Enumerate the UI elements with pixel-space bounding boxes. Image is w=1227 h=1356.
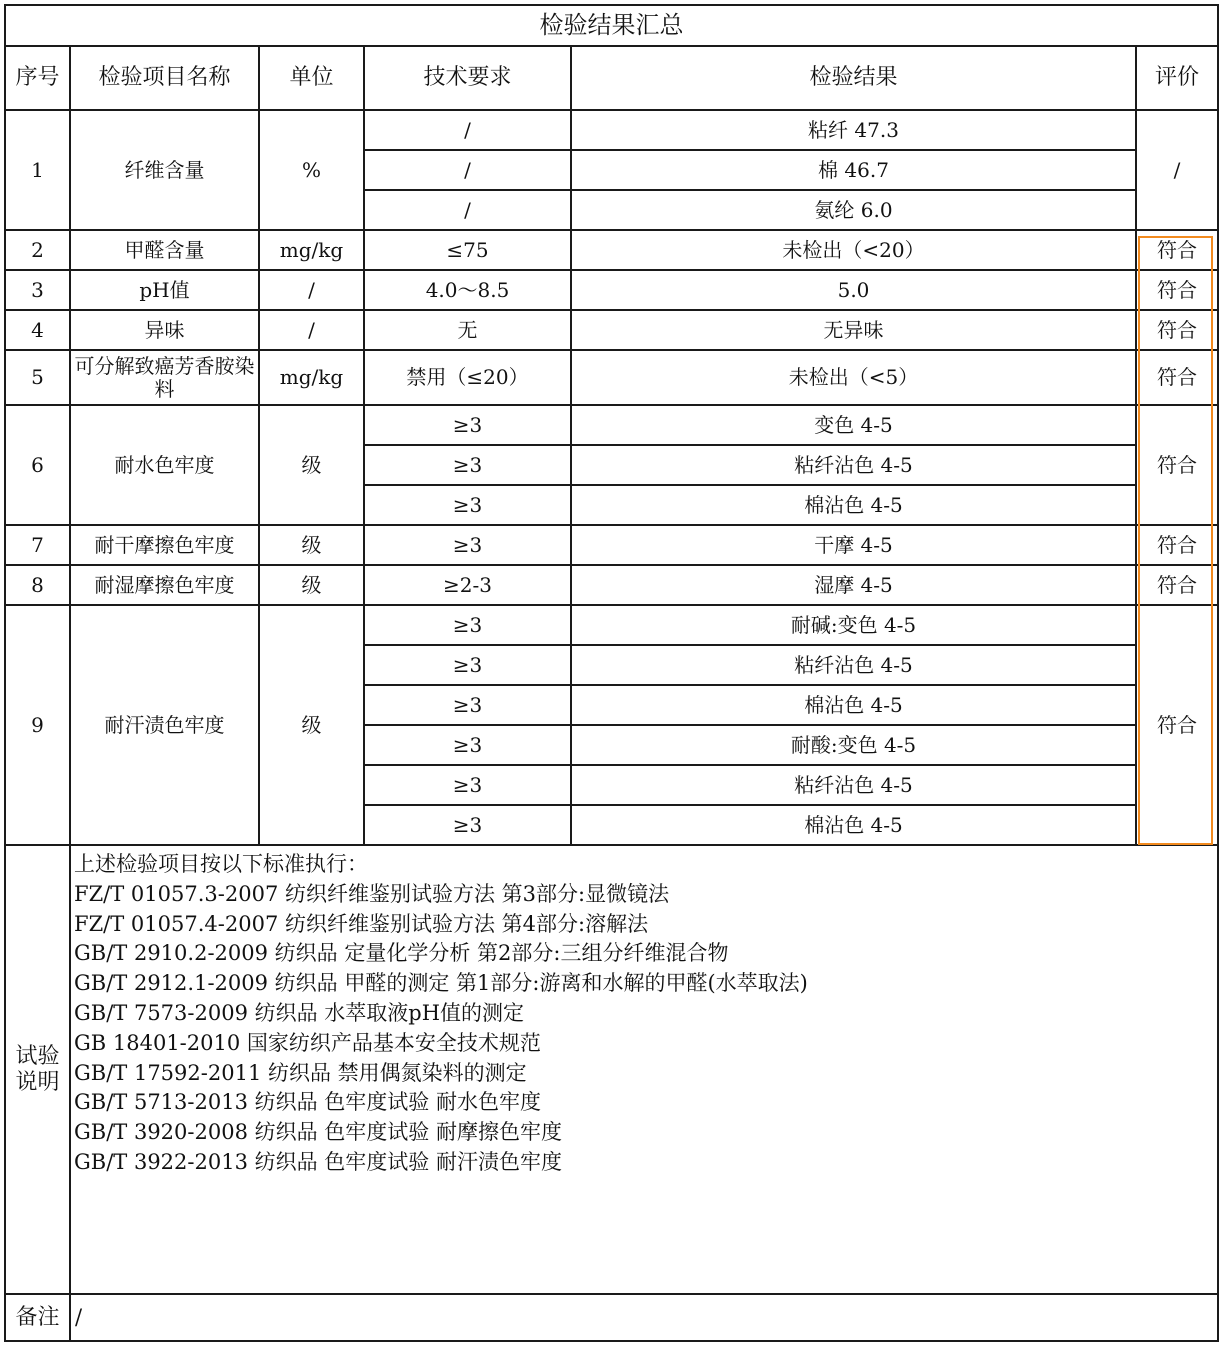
inspection-results-table [4, 4, 1219, 1342]
row-result: 湿摩 4-5 [571, 565, 1136, 605]
row-requirement: ≥3 [364, 445, 571, 485]
standard-line: GB/T 3920-2008 纺织品 色牢度试验 耐摩擦色牢度 [74, 1120, 562, 1145]
table-row [5, 110, 1218, 150]
row-result: 5.0 [571, 270, 1136, 310]
table-row [5, 525, 1218, 565]
row-result: 粘纤沾色 4-5 [571, 645, 1136, 685]
row-requirement: 禁用（≤20） [364, 350, 571, 405]
standard-line: GB/T 7573-2009 纺织品 水萃取液pH值的测定 [74, 1000, 525, 1025]
row-item: 耐水色牢度 [70, 405, 259, 525]
row-item: 耐汗渍色牢度 [70, 605, 259, 845]
row-requirement: / [364, 150, 571, 190]
test-notes-row [5, 845, 1218, 1294]
remarks-value: / [70, 1294, 1218, 1341]
row-item: 耐湿摩擦色牢度 [70, 565, 259, 605]
row-unit: mg/kg [259, 230, 364, 270]
row-requirement: ≤75 [364, 230, 571, 270]
row-no: 4 [5, 310, 70, 350]
row-unit: 级 [259, 405, 364, 525]
row-result: 干摩 4-5 [571, 525, 1136, 565]
row-no: 2 [5, 230, 70, 270]
row-item: 纤维含量 [70, 110, 259, 230]
row-result: 粘纤沾色 4-5 [571, 445, 1136, 485]
row-evaluation: 符合 [1136, 350, 1218, 405]
standard-line: GB 18401-2010 国家纺织产品基本安全技术规范 [74, 1030, 541, 1055]
row-evaluation: 符合 [1136, 230, 1218, 270]
test-notes-label [5, 845, 70, 1294]
row-unit: % [259, 110, 364, 230]
row-result: 棉沾色 4-5 [571, 685, 1136, 725]
row-evaluation: 符合 [1136, 310, 1218, 350]
row-requirement: ≥3 [364, 525, 571, 565]
row-no: 6 [5, 405, 70, 525]
row-unit: 级 [259, 605, 364, 845]
row-requirement: / [364, 190, 571, 230]
standard-line: GB/T 3922-2013 纺织品 色牢度试验 耐汗渍色牢度 [74, 1149, 562, 1174]
row-requirement: ≥3 [364, 485, 571, 525]
standard-line: 上述检验项目按以下标准执行： [74, 852, 368, 876]
row-item: 耐干摩擦色牢度 [70, 525, 259, 565]
row-result: 未检出（<5） [571, 350, 1136, 405]
header-requirement: 技术要求 [364, 46, 571, 110]
row-requirement: ≥3 [364, 805, 571, 845]
row-requirement: ≥3 [364, 725, 571, 765]
test-notes-content [70, 845, 1218, 1294]
row-requirement: ≥3 [364, 685, 571, 725]
row-requirement: ≥3 [364, 605, 571, 645]
test-notes-label-line: 试验 [15, 1044, 60, 1070]
standard-line: GB/T 17592-2011 纺织品 禁用偶氮染料的测定 [74, 1060, 527, 1085]
row-evaluation: 符合 [1136, 605, 1218, 845]
row-result: 变色 4-5 [571, 405, 1136, 445]
row-requirement: / [364, 110, 571, 150]
header-result: 检验结果 [571, 46, 1136, 110]
row-item: 可分解致癌芳香胺染料 [70, 350, 259, 405]
table-row [5, 310, 1218, 350]
row-requirement: 4.0～8.5 [364, 270, 571, 310]
table-row [5, 565, 1218, 605]
row-requirement: ≥2-3 [364, 565, 571, 605]
row-result: 粘纤 47.3 [571, 110, 1136, 150]
row-unit: / [259, 310, 364, 350]
row-requirement: ≥3 [364, 645, 571, 685]
table-row [5, 270, 1218, 310]
header-no: 序号 [5, 46, 70, 110]
row-no: 1 [5, 110, 70, 230]
row-item: pH值 [70, 270, 259, 310]
row-requirement: 无 [364, 310, 571, 350]
row-evaluation: 符合 [1136, 525, 1218, 565]
header-unit: 单位 [259, 46, 364, 110]
row-no: 3 [5, 270, 70, 310]
standard-line: GB/T 2912.1-2009 纺织品 甲醛的测定 第1部分:游离和水解的甲醛(水萃取法) [74, 971, 808, 996]
row-unit: 级 [259, 525, 364, 565]
row-no: 5 [5, 350, 70, 405]
table-row [5, 350, 1218, 405]
standard-line: FZ/T 01057.3-2007 纺织纤维鉴别试验方法 第3部分:显微镜法 [74, 881, 670, 906]
row-evaluation: 符合 [1136, 270, 1218, 310]
row-unit: / [259, 270, 364, 310]
header-evaluation: 评价 [1136, 46, 1218, 110]
table-title: 检验结果汇总 [5, 5, 1218, 46]
row-result: 氨纶 6.0 [571, 190, 1136, 230]
row-result: 棉沾色 4-5 [571, 485, 1136, 525]
row-unit: mg/kg [259, 350, 364, 405]
row-result: 未检出（<20） [571, 230, 1136, 270]
row-result: 耐酸:变色 4-5 [571, 725, 1136, 765]
row-item: 异味 [70, 310, 259, 350]
row-result: 粘纤沾色 4-5 [571, 765, 1136, 805]
table-row [5, 605, 1218, 645]
row-result: 无异味 [571, 310, 1136, 350]
row-no: 9 [5, 605, 70, 845]
table-row [5, 405, 1218, 445]
row-result: 棉沾色 4-5 [571, 805, 1136, 845]
row-evaluation: 符合 [1136, 565, 1218, 605]
row-no: 7 [5, 525, 70, 565]
row-item: 甲醛含量 [70, 230, 259, 270]
standard-line: GB/T 5713-2013 纺织品 色牢度试验 耐水色牢度 [74, 1090, 541, 1115]
row-requirement: ≥3 [364, 765, 571, 805]
row-result: 耐碱:变色 4-5 [571, 605, 1136, 645]
remarks-row [5, 1294, 1218, 1341]
table-row [5, 230, 1218, 270]
row-result: 棉 46.7 [571, 150, 1136, 190]
row-evaluation: 符合 [1136, 405, 1218, 525]
standard-line: FZ/T 01057.4-2007 纺织纤维鉴别试验方法 第4部分:溶解法 [74, 911, 649, 936]
standard-line: GB/T 2910.2-2009 纺织品 定量化学分析 第2部分:三组分纤维混合物 [74, 941, 729, 966]
remarks-label: 备注 [5, 1294, 70, 1341]
row-unit: 级 [259, 565, 364, 605]
test-notes-label-line: 说明 [15, 1069, 60, 1095]
row-evaluation: / [1136, 110, 1218, 230]
row-requirement: ≥3 [364, 405, 571, 445]
row-no: 8 [5, 565, 70, 605]
header-item: 检验项目名称 [70, 46, 259, 110]
